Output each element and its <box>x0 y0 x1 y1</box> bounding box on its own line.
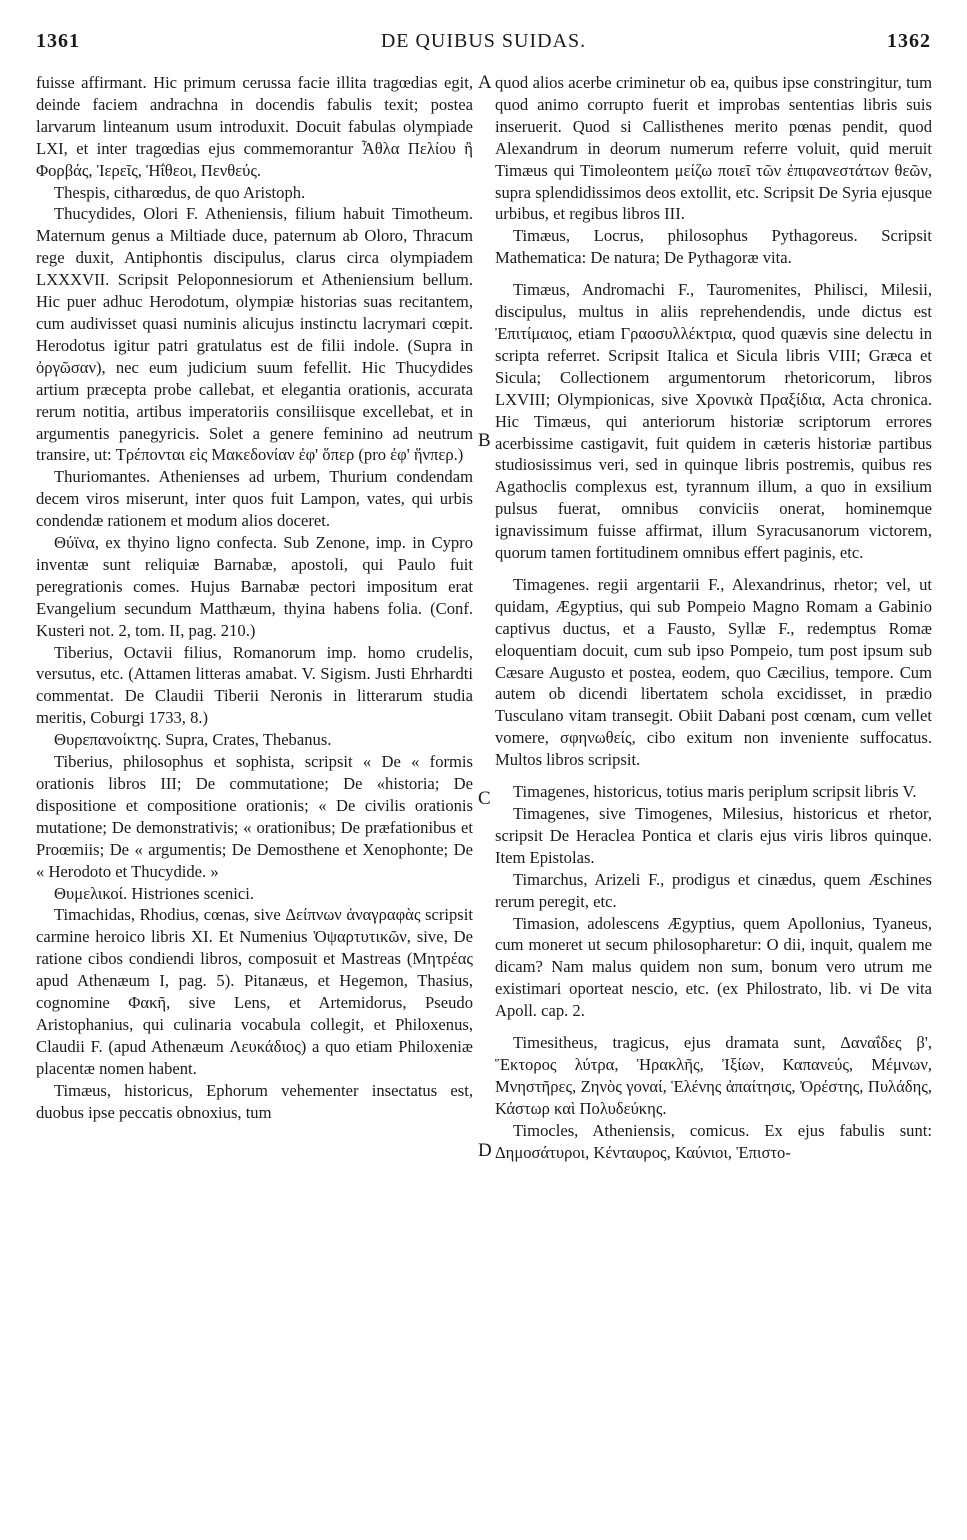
entry-paragraph: Timasion, adolescens Ægyptius, quem Apollonius, Tyaneus, cum moneret ut secum philosopharetur: O dii, inquit, qualem me dicam? Nam malus quidem non sum, bonum vero utrum me existimari oporteat nescio, etc. (ex Philostrato, lib. vi De vita Apoll. cap. 2. <box>495 913 932 1021</box>
page-header <box>36 30 931 60</box>
entry-paragraph: Θύϊνα, ex thyino ligno confecta. Sub Zenone, imp. in Cypro inventæ sunt reliquiæ Barnabæ, apostoli, qui Paulo fuit peregrationis comes. Hujus Barnabæ pectori impositum erat Evangelium secundum Matthæum, thyina habens folia. (Conf. Kusteri not. 2, tom. II, pag. 210.) <box>36 533 473 640</box>
page-number-left: 1361 <box>36 30 80 52</box>
entry-paragraph: Timagenes. regii argentarii F., Alexandrinus, rhetor; vel, ut quidam, Ægyptius, qui sub Pompeio Magno Romam a Gabinio captivus ductus, et a Fausto, Syllæ F., redemptus Romæ eloquentiam docuit, cum sub ipso Pompeio, tum post ipsum sub Cæsare Augusto et postea, eodem, quo Cæcilius, tempore. Cum autem ob dicendi libertatem schola excidisset, in prædio Tusculano vitam transegit. Obiit Dabani post cœnam, cum vellet vomere, σφηνωθείς, cibo exitum non inveniente suffocatus. Multos libros scripsit. <box>495 574 932 770</box>
entry-paragraph: Timachidas, Rhodius, cœnas, sive Δείπνων ἀναγραφὰς scripsit carmine heroico libris XI. Et Numenius Ὀψαρτυτικῶν, sive, De ratione cibos condiendi libros, composuit et Mastreas (Μητρέας apud Athenæum I, pag. 5). Pitanæus, et Hegemon, Thasius, cognomine Φακῆ, sive Lens, et Artemidorus, Pseudo Aristophanius, qui culinaria vocabula collegit, et Philoxenus, Claudii F. (apud Athenæum Λευκάδιος) a quo etiam Philoxeniæ placentæ nomen habent. <box>36 905 473 1078</box>
running-title: DE QUIBUS SUIDAS. <box>380 30 587 52</box>
entry-paragraph: Timesitheus, tragicus, ejus dramata sunt, Δαναΐδες β', Ἕκτορος λύτρα, Ἡρακλῆς, Ἰξίων, Καπανεύς, Μέμνων, Μνηστῆρες, Ζηνὸς γοναί, Ἑλένης ἀπαίτησις, Ὀρέστης, Πυλάδης, Κάστωρ καὶ Πολυδεύκης. <box>495 1033 932 1118</box>
entry-paragraph: Timæus, Andromachi F., Tauromenites, Philisci, Milesii, discipulus, multus in aliis reprehendendis, unde dictus est Ἐπιτίμαιος, etiam Γραοσυλλέκτρια, quod quævis sine delectu in scripta referret. Scripsit Italica et Sicula libris VIII; Græca et Sicula; Collectionem argumentorum rhetoricorum, libros LXVIII; Olympionicas, sive Χρονικὰ Πραξίδια, Acta chronica. Hic Timæus, qui anteriorum historiæ scriptorum errores acerbissime castigavit, fuit quidem in cæteris historiæ partibus studiosissimus veri, sed in quinque libris postremis, quibus res Agathoclis complexus est, tyrannum illum, a quo in exsilium pulsus fuerat, omnibus conviciis onerat, hominemque ignavissimum fuisse affirmat, illum Syracusanorum victorem, quorum tamen fortitudinem omnibus effert paginis, etc. <box>495 280 932 563</box>
entry-paragraph: Timarchus, Arizeli F., prodigus et cinædus, quem Æschines rerum peregit, etc. <box>495 869 932 911</box>
margin-marker-a: A <box>478 72 492 93</box>
entry-paragraph: quod alios acerbe criminetur ob ea, quibus ipse constringitur, tum quod animo corrupto fuerit et improbas sententias libris suis inseruerit. Quod si Callisthenes merito pœnas pendit, quod Alexandrum in deorum numerum referre voluit, quid meruit Timæus qui Timoleontem μείζω ποιεῖ τῶν ἐπιφανεστάτων θεῶν, supra splendidissimos deos extollit, etc. Scripsit De Syria ejusque urbibus, et regibus libros III. <box>495 73 932 224</box>
entry-paragraph: Timagenes, sive Timogenes, Milesius, historicus et rhetor, scripsit De Heraclea Pontica et claris ejus viris libros quinque. Item Epistolas. <box>495 804 932 867</box>
entry-paragraph: Θυρεπανοίκτης. Supra, Crates, Thebanus. <box>54 730 332 750</box>
entry-paragraph: Θυμελικοί. Histriones scenici. <box>54 883 255 903</box>
margin-marker-b: B <box>478 430 491 451</box>
entry-paragraph: Timæus, historicus, Ephorum vehementer insectatus est, duobus ipse peccatis obnoxius, tum <box>36 1080 473 1122</box>
margin-marker-c: C <box>478 788 491 809</box>
entry-paragraph: Tiberius, Octavii filius, Romanorum imp. homo crudelis, versutus, etc. (Attamen litteras amabat. V. Sigism. Justi Ehrhardti commentat. De Claudii Tiberii Neronis in litterarum studia meritis, Coburgi 1733, 8.) <box>36 642 473 728</box>
page-number-right: 1362 <box>887 30 931 52</box>
entry-paragraph: Timæus, Locrus, philosophus Pythagoreus. Scripsit Mathematica: De natura; De Pythagoræ vita. <box>495 226 932 268</box>
entry-paragraph: Thespis, citharœdus, de quo Aristoph. <box>54 182 306 202</box>
left-column <box>36 72 473 1124</box>
entry-paragraph: fuisse affirmant. Hic primum cerussa facie illita tragœdias egit, deinde faciem andrachna in docendis fabulis texit; postea larvarum linteanum usum introduxit. Docuit fabulas olympiade LXI, et inter tragœdias ejus commemorantur Ἆθλα Πελίου ἢ Φορβάς, Ἱερεῖς, Ἠΐθεοι, Πενθεύς. <box>36 73 473 180</box>
entry-paragraph: Thuriomantes. Athenienses ad urbem, Thurium condendam decem viros miserunt, inter quos fuit Lampon, vates, qui urbis condendæ rationem et modum alios doceret. <box>36 467 473 531</box>
right-column <box>495 72 932 1164</box>
margin-marker-d: D <box>478 1140 492 1161</box>
entry-paragraph: Timocles, Atheniensis, comicus. Ex ejus fabulis sunt: Δημοσάτυροι, Κένταυρος, Καύνιοι, Ἐπιστο- <box>495 1120 932 1162</box>
entry-paragraph: Thucydides, Olori F. Atheniensis, filium habuit Timotheum. Maternum genus a Miltiade duce, paternum ab Oloro, Thracum rege duxit, Antiphontis discipulus, clarus circa olympiadem LXXXVII. Scripsit Peloponnesiorum et Atheniensium bellum. Hic puer adhuc Herodotum, olympiæ historias suas recitantem, cum audivisset quasi numinis alicujus instinctu lacrymari cœpit. Herodotus igitur patri gratulatus est de filii indole. (Supra in ὀργῶσαν), nec eum judicium suum fefellit. Hic Thucydides artium præcepta probe callebat, et elegantia orationis, accurata rerum notitia, artibus imperatoriis consiliisque excellebat, et in argumentis panegyricis. Solet a genere feminino ad neutrum transire, ut: Τρέπονται εἰς Μακεδονίαν ἐφ' ὅπερ (pro ἐφ' ἥνπερ.) <box>36 204 473 465</box>
entry-paragraph: Tiberius, philosophus et sophista, scripsit « De « formis orationis libros III; De commutatione; De «historia; De dispositione et compositione orationis; « De civilis orationis mutatione; De demonstrativis; « orationibus; De præfationibus et Proœmiis; De « argumentis; De Demosthene et Xenophonte; De « Herodoto et Thucydide. » <box>36 752 473 881</box>
entry-paragraph: Timagenes, historicus, totius maris periplum scripsit libris V. <box>513 782 917 802</box>
